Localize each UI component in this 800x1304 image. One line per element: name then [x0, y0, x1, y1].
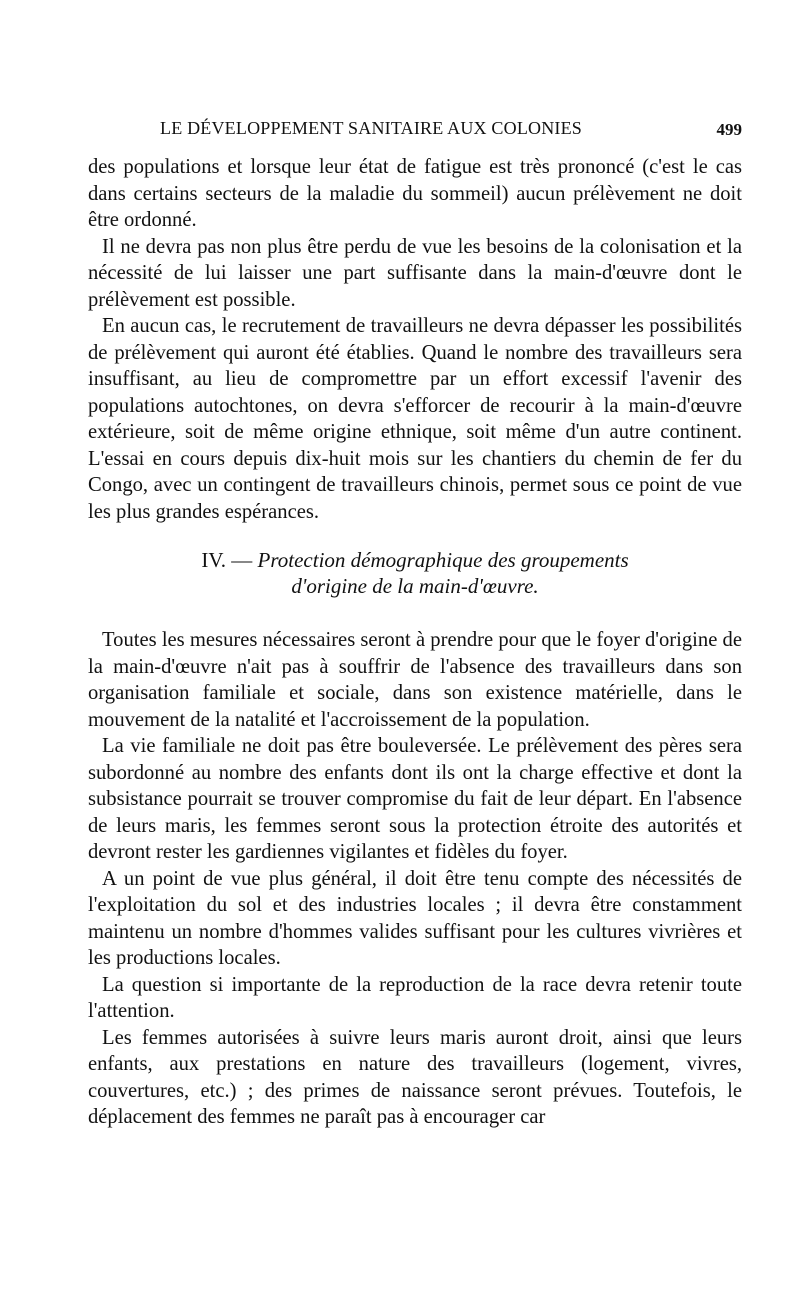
paragraph: La vie familiale ne doit pas être bouleversée. Le prélèvement des pères sera subordonné au nombre des enfants dont ils ont la charge effective et dont la subsistance pourrait se trouver compromise du fait de leur départ. En l'absence de leurs maris, les femmes seront sous la protection étroite des autorités et devront rester les gardiennes vigilantes et fidèles du foyer. [88, 735, 742, 863]
body-text [88, 154, 742, 1131]
running-header [88, 118, 742, 154]
paragraph: A un point de vue plus général, il doit être tenu compte des nécessités de l'exploitation du sol et des industries locales ; il devra être constamment maintenu un nombre d'hommes valides suffisant pour les cultures vivrières et les productions locales. [88, 867, 742, 969]
section-heading [88, 547, 742, 599]
running-title: LE DÉVELOPPEMENT SANITAIRE AUX COLONIES [160, 118, 583, 138]
paragraph: Les femmes autorisées à suivre leurs maris auront droit, ainsi que leurs enfants, aux prestations en nature des travailleurs (logement, vivres, couvertures, etc.) ; des primes de naissance seront prévues. Toutefois, le déplacement des femmes ne paraît pas à encourager car [88, 1026, 742, 1128]
paragraph: Il ne devra pas non plus être perdu de vue les besoins de la colonisation et la nécessité de lui laisser une part suffisante dans la main-d'œuvre dont le prélèvement est possible. [88, 235, 742, 311]
document-page [88, 118, 742, 1131]
section-number: IV. — [201, 548, 253, 572]
paragraph: La question si importante de la reproduction de la race devra retenir toute l'attention. [88, 973, 742, 1022]
section-title-line1: Protection démographique des groupements [257, 548, 629, 572]
paragraph: Toutes les mesures nécessaires seront à prendre pour que le foyer d'origine de la main-d'œuvre n'ait pas à souffrir de l'absence des travailleurs dans son organisation familiale et sociale, dans son existence matérielle, dans le mouvement de la natalité et l'accroissement de la population. [88, 629, 742, 731]
paragraph: En aucun cas, le recrutement de travailleurs ne devra dépasser les possibilités de prélèvement qui auront été établies. Quand le nombre des travailleurs sera insuffisant, au lieu de compromettre par un effort excessif l'avenir des populations autochtones, on devra s'efforcer de recourir à la main-d'œuvre extérieure, soit de même origine ethnique, soit même d'un autre continent. L'essai en cours depuis dix-huit mois sur les chantiers du chemin de fer du Congo, avec un contingent de travailleurs chinois, permet sous ce point de vue les plus grandes espérances. [88, 315, 742, 523]
section-title-line2: d'origine de la main-d'œuvre. [291, 574, 539, 598]
paragraph-continued: des populations et lorsque leur état de fatigue est très prononcé (c'est le cas dans certains secteurs de la maladie du sommeil) aucun prélèvement ne doit être ordonné. [88, 156, 742, 231]
page-number: 499 [716, 120, 742, 139]
